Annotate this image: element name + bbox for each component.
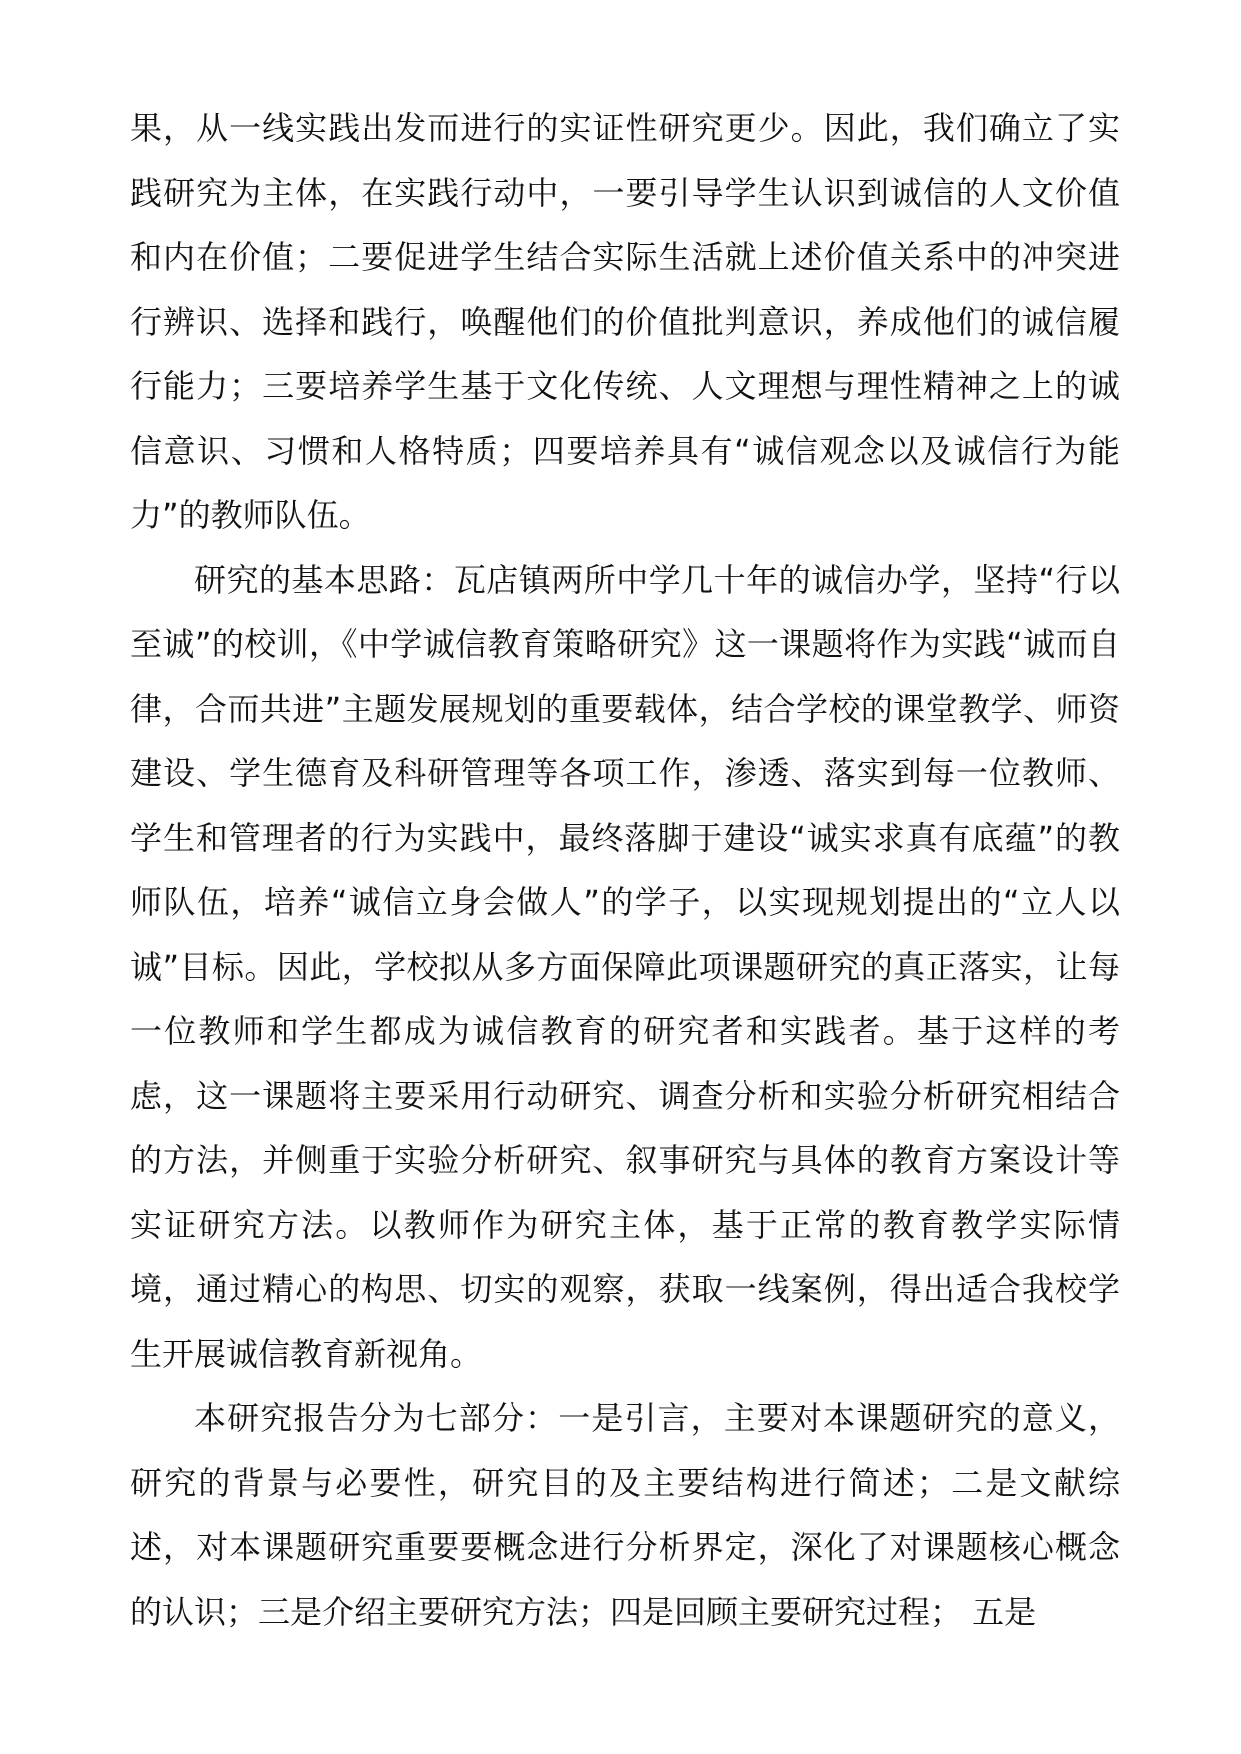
paragraph-report-structure: 本研究报告分为七部分：一是引言，主要对本课题研究的意义，研究的背景与必要性，研究目的及主要结构进行简述；二是文献综述，对本课题研究重要要概念进行分析界定，深化了对课题核心概念的认识；三是介绍主要研究方法；四是回顾主要研究过程； 五是 bbox=[130, 1399, 1120, 1631]
paragraph-continuation: 果，从一线实践出发而进行的实证性研究更少。因此，我们确立了实践研究为主体，在实践行动中，一要引导学生认识到诚信的人文价值和内在价值；二要促进学生结合实际生活就上述价值关系中的冲突进行辨识、选择和践行，唤醒他们的价值批判意识，养成他们的诚信履行能力；三要培养学生基于文化传统、人文理想与理性精神之上的诚信意识、习惯和人格特质；四要培养具有“诚信观念以及诚信行为能力”的教师队伍。 bbox=[130, 109, 1120, 534]
document-page bbox=[130, 96, 1120, 1644]
paragraph-research-approach: 研究的基本思路：瓦店镇两所中学几十年的诚信办学，坚持“行以至诚”的校训，《中学诚信教育策略研究》这一课题将作为实践“诚而自律，合而共进”主题发展规划的重要载体，结合学校的课堂教学、师资建设、学生德育及科研管理等各项工作，渗透、落实到每一位教师、学生和管理者的行为实践中，最终落脚于建设“诚实求真有底蕴”的教师队伍，培养“诚信立身会做人”的学子，以实现规划提出的“立人以诚”目标。因此，学校拟从多方面保障此项课题研究的真正落实，让每一位教师和学生都成为诚信教育的研究者和实践者。基于这样的考虑，这一课题将主要采用行动研究、调查分析和实验分析研究相结合的方法，并侧重于实验分析研究、叙事研究与具体的教育方案设计等实证研究方法。以教师作为研究主体，基于正常的教育教学实际情境，通过精心的构思、切实的观察，获取一线案例，得出适合我校学生开展诚信教育新视角。 bbox=[130, 560, 1120, 1373]
